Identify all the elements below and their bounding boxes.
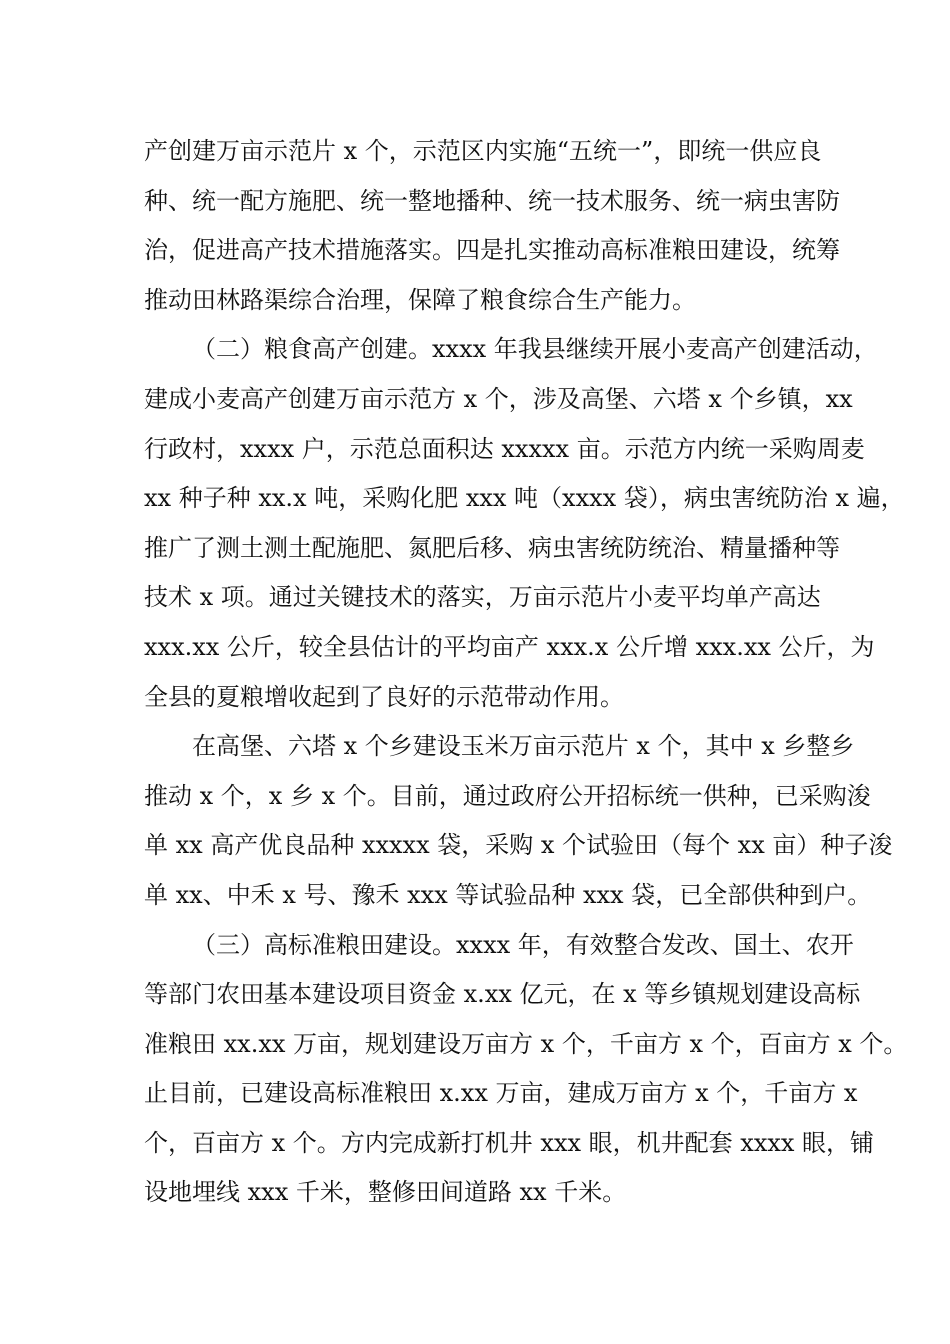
text-line: 推动 x 个，x 乡 x 个。目前，通过政府公开招标统一供种，已采购浚	[144, 781, 871, 810]
text-line: 等部门农田基本建设项目资金 x.xx 亿元，在 x 等乡镇规划建设高标	[144, 980, 861, 1009]
text-line: 止目前，已建设高标准粮田 x.xx 万亩，建成万亩方 x 个，千亩方 x	[144, 1079, 858, 1108]
text-line: 种、统一配方施肥、统一整地播种、统一技术服务、统一病虫害防	[144, 186, 840, 215]
text-line: 推广了测土测土配施肥、氮肥后移、病虫害统防统治、精量播种等	[144, 533, 840, 562]
text-line: 推动田林路渠综合治理，保障了粮食综合生产能力。	[144, 285, 696, 314]
text-line: 全县的夏粮增收起到了良好的示范带动作用。	[144, 682, 624, 711]
text-line: 技术 x 项。通过关键技术的落实，万亩示范片小麦平均单产高达	[144, 583, 821, 612]
text-line: 单 xx 高产优良品种 xxxxx 袋，采购 x 个试验田（每个 xx 亩）种子浚	[144, 831, 893, 860]
text-line: 设地埋线 xxx 千米，整修田间道路 xx 千米。	[144, 1178, 627, 1207]
text-line: 准粮田 xx.xx 万亩，规划建设万亩方 x 个，千亩方 x 个，百亩方 x 个。	[144, 1029, 908, 1058]
text-line: 行政村，xxxx 户，示范总面积达 xxxxx 亩。示范方内统一采购周麦	[144, 434, 865, 463]
text-line: 个，百亩方 x 个。方内完成新打机井 xxx 眼，机井配套 xxxx 眼，铺	[144, 1128, 875, 1157]
text-line: 单 xx、中禾 x 号、豫禾 xxx 等试验品种 xxx 袋，已全部供种到户。	[144, 880, 872, 909]
text-line: 建成小麦高产创建万亩示范方 x 个，涉及高堡、六塔 x 个乡镇，xx	[144, 384, 853, 413]
text-line: xxx.xx 公斤，较全县估计的平均亩产 xxx.x 公斤增 xxx.xx 公斤，为	[144, 632, 875, 661]
document-body	[144, 127, 908, 1218]
text-line: 在高堡、六塔 x 个乡建设玉米万亩示范片 x 个，其中 x 乡整乡	[192, 732, 855, 761]
text-line: 产创建万亩示范片 x 个，示范区内实施“五统一”，即统一供应良	[144, 137, 822, 165]
text-line: （二）粮食高产创建。xxxx 年我县继续开展小麦高产创建活动，	[192, 335, 878, 364]
text-line: 治，促进高产技术措施落实。四是扎实推动高标准粮田建设，统筹	[144, 236, 840, 265]
text-line: xx 种子种 xx.x 吨，采购化肥 xxx 吨（xxxx 袋），病虫害统防治 x 遍，	[144, 484, 905, 513]
text-line: （三）高标准粮田建设。xxxx 年，有效整合发改、国土、农开	[192, 930, 854, 959]
